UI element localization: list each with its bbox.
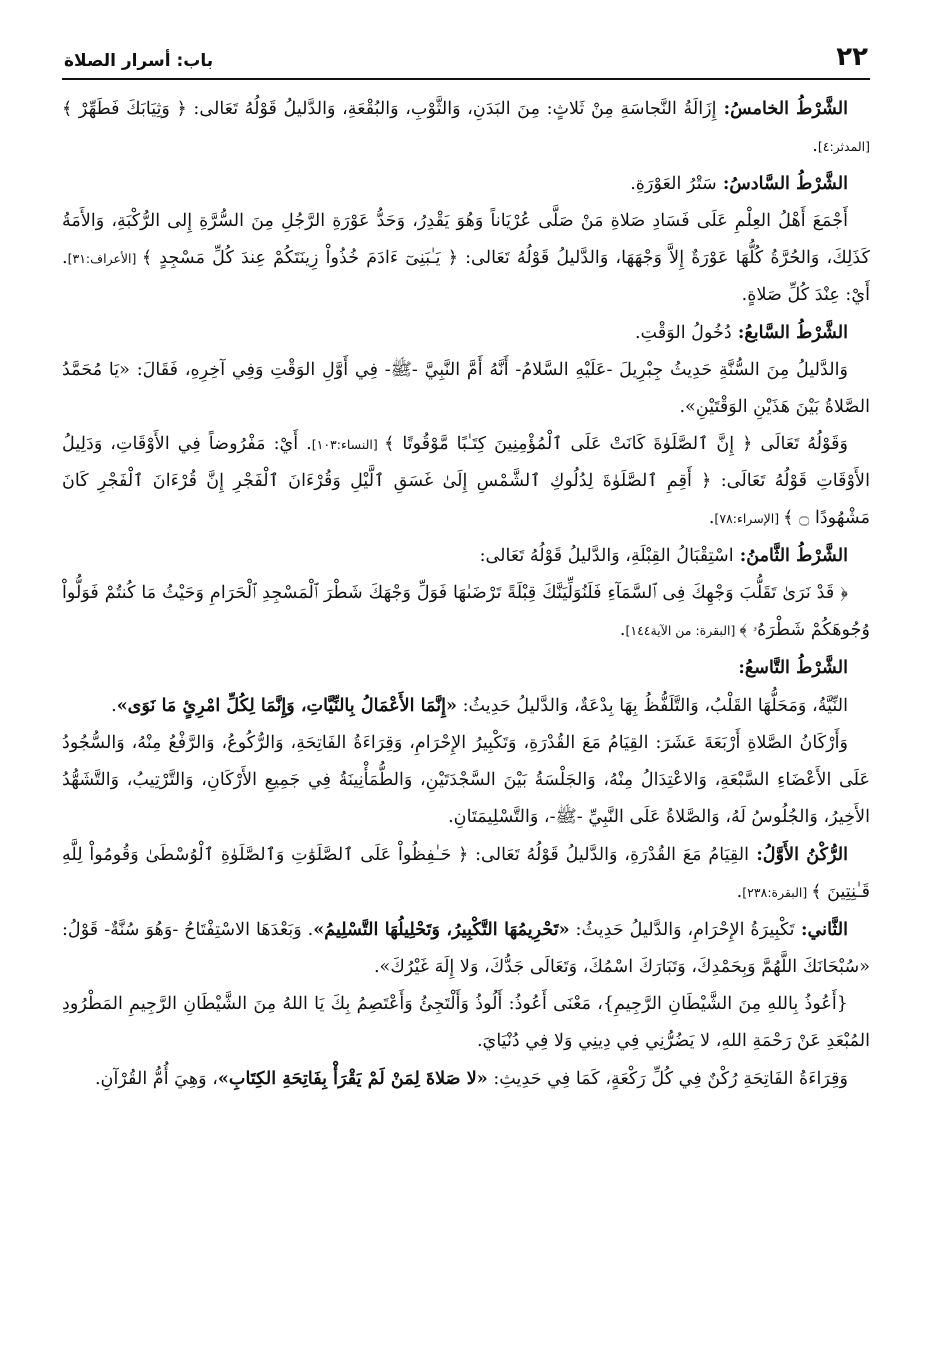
paragraph bbox=[62, 836, 870, 911]
section-heading: الشَّرْطُ التَّاسعُ: bbox=[738, 657, 848, 678]
paragraph bbox=[62, 165, 870, 203]
paragraph bbox=[62, 352, 870, 426]
paragraph-text: . أَيْ: مَفْرُوضاً فِي الأَوْقَاتِ، وَدَلِيلُ الأَوْقَاتِ قَوْلُهُ تَعَالَى: bbox=[62, 434, 870, 491]
paragraph-text: . bbox=[111, 696, 117, 716]
paragraph bbox=[62, 426, 870, 537]
citation: [البقرة:٢٣٨] bbox=[742, 885, 812, 900]
paragraph bbox=[62, 687, 870, 725]
paragraph-text: تَكْبِيرَةُ الإِحْرَامِ، وَالدَّليلُ حَدِيثُ: bbox=[569, 920, 795, 940]
paragraph-text: وَالدَّليلُ مِنَ السُّنَّةِ حَدِيثُ جِبْرِيلَ -عَلَيْهِ السَّلامُ- أَنَّهُ أَمَّ النَّبِيَّ -ﷺ- فِي أَوَّلِ الوَقْتِ وَفِي آخِرِهِ، فَقَالَ: «يَا مُحَمَّدُ الصَّلاةُ بَيْنَ هَذَيْنِ الوَقْتَيْنِ». bbox=[62, 360, 870, 417]
paragraph-text: . bbox=[619, 620, 626, 640]
paragraph-text: وَأَرْكَانُ الصَّلاةِ أَرْبَعَةَ عَشَرَ: القِيَامُ مَعَ القُدْرَةِ، وَتَكْبِيرُ الإِحْرَامِ، وَقِرَاءَةُ الفَاتِحَةِ، وَالرُّكُوعُ، وَالرَّفْعُ مِنْهُ، وَالسُّجُودُ عَلَى الأَعْضَاءِ السَّبْعَةِ، وَالاعْتِدَالُ مِنْهُ، وَالجَلْسَةُ بَيْنَ السَّجْدَتَيْنِ، وَالطُّمَأْنِينَةُ فِي جَمِيعِ الأَرْكَانِ، وَالتَّرْتِيبُ، وَالتَّشَهُّدُ الأَخِيرُ، وَالجُلُوسُ لَهُ، وَالصَّلاةُ عَلَى النَّبِيِّ -ﷺ-، وَالتَّسْلِيمَتَانِ. bbox=[62, 733, 870, 827]
paragraph-text: . bbox=[812, 136, 818, 156]
paragraph-text: النِّيَّةُ، وَمَحَلُّهَا القَلْبُ، وَالتَّلَفُّظُ بِهَا بِدْعَةٌ، وَالدَّليلُ حَدِيثُ: bbox=[457, 696, 848, 716]
section-heading: الشَّرْطُ الخامسُ: bbox=[716, 98, 848, 119]
citation: [الأعراف:٣١] bbox=[67, 251, 142, 266]
section-heading: الشَّرْطُ السَّادسُ: bbox=[716, 173, 848, 194]
citation: [الإسراء:٧٨] bbox=[714, 511, 784, 526]
citation: [النساء:١٠٣] bbox=[311, 437, 385, 452]
hadith-quote: «تَحْرِيمُهَا التَّكْبِيرُ، وَتَحْلِيلُهَا التَّسْلِيمُ» bbox=[313, 919, 570, 940]
paragraph-text: سَتْرُ العَوْرَةِ. bbox=[630, 174, 717, 194]
page-header bbox=[62, 32, 870, 78]
page-number: ٢٢ bbox=[836, 42, 868, 72]
paragraph bbox=[62, 537, 870, 575]
section-heading: الشَّرْطُ السَّابعُ: bbox=[731, 322, 848, 343]
citation: [المدثر:٤] bbox=[817, 139, 870, 154]
section-heading: الرُّكْنُ الأَوَّلُ: bbox=[749, 844, 849, 865]
quran-quote: ﴿ قَدْ نَرَىٰ تَقَلُّبَ وَجْهِكَ فِى ٱلسَّمَآءِ فَلَنُوَلِّيَنَّكَ قِبْلَةً تَرْضَىٰهَا فَوَلِّ وَجْهَكَ شَطْرَ ٱلْمَسْجِدِ ٱلْحَرَامِ وَحَيْثُ مَا كُنتُمْ فَوَلُّواْ وُجُوهَكُمْ شَطْرَهُۥ ﴾ bbox=[62, 583, 870, 640]
body-text bbox=[62, 90, 870, 1098]
quran-quote: ﴿ إِنَّ ٱلصَّلَوٰةَ كَانَتْ عَلَى ٱلْمُؤْمِنِينَ كِتَـٰبًا مَّوْقُوتًا ﴾ bbox=[384, 434, 753, 454]
paragraph bbox=[62, 90, 870, 165]
paragraph-text: إِزَالَةُ النَّجاسَةِ مِنْ ثَلاثٍ: مِنَ البَدَنِ، وَالثَّوْبِ، وَالبُقْعَةِ، وَالدَّليلُ قَوْلُهُ تَعَالى: bbox=[186, 99, 717, 119]
paragraph bbox=[62, 575, 870, 649]
quran-quote: ﴿ أَقِمِ ٱلصَّلَوٰةَ لِدُلُوكِ ٱلشَّمْسِ إِلَىٰ غَسَقِ ٱلَّيْلِ وَقُرْءَانَ ٱلْفَجْرِ إِنَّ قُرْءَانَ ٱلْفَجْرِ كَانَ مَشْهُودًا ۝ ﴾ bbox=[62, 471, 870, 528]
paragraph bbox=[62, 911, 870, 986]
quran-quote: ﴿ يَـٰبَنِىٓ ءَادَمَ خُذُواْ زِينَتَكُمْ عِندَ كُلِّ مَسْجِدٍ ﴾ bbox=[141, 248, 459, 268]
paragraph-text: دُخُولُ الوَقْتِ. bbox=[634, 323, 732, 343]
citation: [البقرة: من الآية١٤٤] bbox=[625, 623, 740, 638]
book-page bbox=[62, 32, 870, 1352]
paragraph-text: أَجْمَعَ أَهْلُ العِلْمِ عَلَى فَسَادِ صَلاةِ مَنْ صَلَّى عُرْيَاناً وَهُوَ يَقْدِرُ، وَحَدُّ عَوْرَةِ الرَّجُلِ مِنَ السُّرَّةِ إِلى الرُّكْبَةِ، وَالأَمَةُ كَذَلِكَ، وَالحُرَّةُ كُلُّهَا عَوْرَةٌ إِلاَّ وَجْهَهَا، وَالدَّليلُ قَوْلُهُ تَعَالى: bbox=[62, 211, 871, 268]
hadith-quote: «لا صَلاةَ لِمَنْ لَمْ يَقْرَأْ بِفَاتِحَةِ الكِتَابِ» bbox=[217, 1068, 488, 1089]
quran-quote: ﴿ وَثِيَابَكَ فَطَهِّرْ ﴾ bbox=[62, 99, 187, 119]
hadith-quote: «إِنَّمَا الأَعْمَالُ بِالنِّيَّاتِ، وَإِنَّمَا لِكُلِّ امْرِئٍ مَا نَوَى» bbox=[116, 695, 457, 716]
paragraph bbox=[62, 725, 870, 836]
paragraph bbox=[62, 649, 870, 687]
paragraph-text: القِيَامُ مَعَ القُدْرَةِ، وَالدَّليلُ قَوْلُهُ تَعَالى: bbox=[468, 845, 750, 865]
paragraph bbox=[62, 1060, 870, 1098]
paragraph-text: ، وَهِيَ أُمُّ القُرْآنِ. bbox=[94, 1069, 218, 1089]
paragraph-text: اسْتِقْبَالُ القِبْلَةِ، وَالدَّليلُ قَوْلُهُ تَعَالى: bbox=[479, 546, 734, 566]
quran-quote: ﴿ حَـٰفِظُواْ عَلَى ٱلصَّلَوَٰتِ وَٱلصَّلَوٰةِ ٱلْوُسْطَىٰ وَقُومُواْ لِلَّهِ قَـٰنِتِينَ ﴾ bbox=[62, 845, 870, 902]
paragraph-text: . bbox=[736, 882, 743, 902]
header-rule bbox=[62, 78, 870, 80]
paragraph-text: . أَيْ: عِنْدَ كُلِّ صَلاةٍ. bbox=[62, 248, 870, 305]
paragraph-text: وَقِرَاءَةُ الفَاتِحَةِ رُكْنٌ فِي كُلِّ رَكْعَةٍ، كَمَا فِي حَدِيثِ: bbox=[487, 1069, 848, 1089]
paragraph-text: وَقَوْلُهُ تَعَالَى bbox=[752, 434, 848, 454]
paragraph bbox=[62, 203, 870, 314]
section-heading: الشَّرْطُ الثَّامنُ: bbox=[733, 545, 848, 566]
paragraph bbox=[62, 986, 870, 1060]
paragraph-text: . bbox=[708, 508, 715, 528]
running-head: باب: أسرار الصلاة bbox=[64, 51, 214, 71]
paragraph bbox=[62, 314, 870, 352]
section-heading: الثَّاني: bbox=[794, 919, 848, 940]
paragraph-text: {أَعُوذُ بِاللهِ مِنَ الشَّيْطَانِ الرَّجِيمِ}، مَعْنَى أَعُوذُ: أَلُوذُ وَأَلْتَجِئُ وَأَعْتَصِمُ بِكَ يَا اللهُ مِنَ الشَّيْطَانِ الرَّجِيمِ المَطْرُودِ المُبْعَدِ عَنْ رَحْمَةِ اللهِ، لا يَضُرُّنِي فِي دِينِي وَلا فِي دُنْيَايَ. bbox=[62, 994, 870, 1051]
paragraph-text: . وَبَعْدَهَا الاسْتِفْتَاحُ -وَهُوَ سُنَّةٌ- قَوْلُ: «سُبْحَانَكَ اللَّهُمَّ وَبِحَمْدِكَ، وَتَبَارَكَ اسْمُكَ، وَتَعَالَى جَدُّكَ، وَلا إِلَهَ غَيْرُكَ». bbox=[62, 920, 870, 977]
